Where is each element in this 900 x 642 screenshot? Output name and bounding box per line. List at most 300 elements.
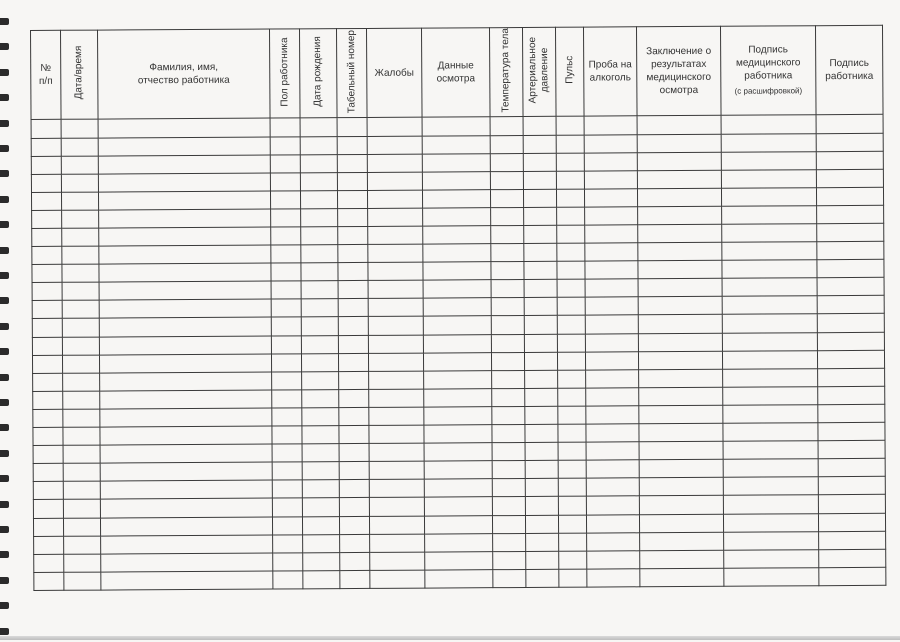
- table-cell[interactable]: [492, 425, 525, 443]
- table-cell[interactable]: [99, 245, 271, 264]
- table-cell[interactable]: [525, 461, 558, 479]
- table-cell[interactable]: [722, 332, 817, 351]
- table-cell[interactable]: [31, 138, 61, 156]
- table-cell[interactable]: [271, 335, 301, 353]
- table-cell[interactable]: [100, 480, 272, 499]
- table-cell[interactable]: [63, 481, 100, 499]
- table-cell[interactable]: [369, 443, 424, 461]
- table-cell[interactable]: [490, 171, 523, 189]
- table-cell[interactable]: [340, 552, 370, 570]
- table-cell[interactable]: [301, 335, 338, 353]
- table-cell[interactable]: [524, 334, 557, 352]
- table-cell[interactable]: [338, 208, 368, 226]
- table-cell[interactable]: [559, 533, 587, 551]
- table-cell[interactable]: [721, 115, 816, 134]
- table-cell[interactable]: [524, 243, 557, 261]
- table-cell[interactable]: [301, 227, 338, 245]
- table-cell[interactable]: [422, 190, 490, 209]
- table-cell[interactable]: [492, 406, 525, 424]
- table-cell[interactable]: [301, 245, 338, 263]
- table-cell[interactable]: [492, 461, 525, 479]
- table-cell[interactable]: [524, 261, 557, 279]
- table-cell[interactable]: [272, 462, 302, 480]
- table-cell[interactable]: [585, 315, 638, 333]
- table-cell[interactable]: [272, 372, 302, 390]
- table-cell[interactable]: [586, 514, 639, 532]
- table-cell[interactable]: [525, 424, 558, 442]
- table-cell[interactable]: [423, 244, 491, 263]
- table-cell[interactable]: [723, 387, 818, 406]
- table-cell[interactable]: [271, 245, 301, 263]
- table-cell[interactable]: [32, 265, 62, 283]
- table-cell[interactable]: [723, 513, 818, 532]
- table-cell[interactable]: [272, 408, 302, 426]
- table-cell[interactable]: [637, 134, 721, 153]
- table-cell[interactable]: [586, 424, 639, 442]
- table-cell[interactable]: [723, 441, 818, 460]
- table-cell[interactable]: [817, 278, 884, 297]
- table-cell[interactable]: [302, 480, 339, 498]
- table-cell[interactable]: [525, 370, 558, 388]
- table-cell[interactable]: [491, 262, 524, 280]
- table-cell[interactable]: [337, 136, 367, 154]
- table-cell[interactable]: [490, 135, 523, 153]
- table-cell[interactable]: [638, 297, 722, 316]
- table-cell[interactable]: [32, 246, 62, 264]
- table-cell[interactable]: [61, 120, 98, 138]
- table-cell[interactable]: [586, 496, 639, 514]
- table-cell[interactable]: [816, 133, 883, 152]
- table-cell[interactable]: [302, 498, 339, 516]
- table-cell[interactable]: [340, 534, 370, 552]
- table-cell[interactable]: [558, 478, 586, 496]
- table-cell[interactable]: [558, 515, 586, 533]
- table-cell[interactable]: [99, 209, 271, 228]
- table-cell[interactable]: [557, 207, 585, 225]
- table-cell[interactable]: [523, 189, 556, 207]
- table-cell[interactable]: [34, 572, 64, 590]
- table-cell[interactable]: [817, 314, 884, 333]
- table-cell[interactable]: [32, 210, 62, 228]
- table-cell[interactable]: [493, 551, 526, 569]
- table-cell[interactable]: [99, 299, 271, 318]
- table-cell[interactable]: [337, 190, 367, 208]
- table-cell[interactable]: [585, 225, 638, 243]
- table-cell[interactable]: [32, 301, 62, 319]
- table-cell[interactable]: [62, 337, 99, 355]
- table-cell[interactable]: [818, 513, 885, 532]
- table-cell[interactable]: [818, 440, 885, 459]
- table-cell[interactable]: [100, 372, 272, 391]
- table-cell[interactable]: [338, 281, 368, 299]
- table-cell[interactable]: [63, 427, 100, 445]
- table-cell[interactable]: [722, 296, 817, 315]
- table-cell[interactable]: [272, 498, 302, 516]
- table-cell[interactable]: [819, 567, 886, 586]
- table-cell[interactable]: [272, 390, 302, 408]
- table-cell[interactable]: [339, 444, 369, 462]
- table-cell[interactable]: [638, 279, 722, 298]
- table-cell[interactable]: [638, 242, 722, 261]
- table-cell[interactable]: [33, 464, 63, 482]
- table-cell[interactable]: [368, 244, 423, 262]
- table-cell[interactable]: [370, 570, 425, 588]
- table-cell[interactable]: [423, 352, 491, 371]
- table-cell[interactable]: [31, 192, 61, 210]
- table-cell[interactable]: [816, 115, 883, 134]
- table-cell[interactable]: [424, 515, 492, 534]
- table-cell[interactable]: [271, 317, 301, 335]
- table-cell[interactable]: [99, 336, 271, 355]
- table-cell[interactable]: [100, 390, 272, 409]
- table-cell[interactable]: [340, 570, 370, 588]
- table-cell[interactable]: [271, 281, 301, 299]
- table-cell[interactable]: [724, 531, 819, 550]
- table-cell[interactable]: [270, 154, 300, 172]
- table-cell[interactable]: [302, 408, 339, 426]
- table-cell[interactable]: [367, 136, 422, 154]
- table-cell[interactable]: [424, 497, 492, 516]
- table-cell[interactable]: [270, 136, 300, 154]
- table-cell[interactable]: [422, 153, 490, 172]
- table-cell[interactable]: [273, 571, 303, 589]
- table-cell[interactable]: [637, 170, 721, 189]
- table-cell[interactable]: [100, 408, 272, 427]
- table-cell[interactable]: [369, 479, 424, 497]
- table-cell[interactable]: [491, 244, 524, 262]
- table-cell[interactable]: [587, 532, 640, 550]
- table-cell[interactable]: [424, 370, 492, 389]
- table-cell[interactable]: [585, 279, 638, 297]
- table-cell[interactable]: [271, 263, 301, 281]
- table-cell[interactable]: [524, 316, 557, 334]
- table-cell[interactable]: [586, 442, 639, 460]
- table-cell[interactable]: [34, 536, 64, 554]
- table-cell[interactable]: [722, 206, 817, 225]
- table-cell[interactable]: [367, 118, 422, 136]
- table-cell[interactable]: [300, 172, 337, 190]
- table-cell[interactable]: [62, 300, 99, 318]
- table-cell[interactable]: [31, 120, 61, 138]
- table-cell[interactable]: [270, 173, 300, 191]
- table-cell[interactable]: [585, 351, 638, 369]
- table-cell[interactable]: [368, 353, 423, 371]
- table-cell[interactable]: [339, 407, 369, 425]
- table-cell[interactable]: [369, 461, 424, 479]
- table-cell[interactable]: [422, 135, 490, 154]
- table-cell[interactable]: [584, 171, 637, 189]
- table-cell[interactable]: [637, 152, 721, 171]
- table-cell[interactable]: [556, 117, 584, 135]
- table-cell[interactable]: [721, 151, 816, 170]
- table-cell[interactable]: [31, 174, 61, 192]
- table-cell[interactable]: [300, 118, 337, 136]
- table-cell[interactable]: [525, 497, 558, 515]
- table-cell[interactable]: [271, 354, 301, 372]
- table-cell[interactable]: [33, 445, 63, 463]
- table-cell[interactable]: [338, 353, 368, 371]
- table-cell[interactable]: [423, 316, 491, 335]
- table-cell[interactable]: [818, 459, 885, 478]
- table-cell[interactable]: [818, 477, 885, 496]
- table-cell[interactable]: [492, 497, 525, 515]
- table-cell[interactable]: [370, 552, 425, 570]
- table-cell[interactable]: [33, 518, 63, 536]
- table-cell[interactable]: [722, 350, 817, 369]
- table-cell[interactable]: [271, 299, 301, 317]
- table-cell[interactable]: [723, 368, 818, 387]
- table-cell[interactable]: [587, 569, 640, 587]
- table-cell[interactable]: [34, 554, 64, 572]
- table-cell[interactable]: [724, 567, 819, 586]
- table-cell[interactable]: [370, 534, 425, 552]
- table-cell[interactable]: [557, 352, 585, 370]
- table-cell[interactable]: [425, 569, 493, 588]
- table-cell[interactable]: [722, 260, 817, 279]
- table-cell[interactable]: [491, 298, 524, 316]
- table-cell[interactable]: [368, 208, 423, 226]
- table-cell[interactable]: [368, 280, 423, 298]
- table-cell[interactable]: [638, 206, 722, 225]
- table-cell[interactable]: [369, 371, 424, 389]
- table-cell[interactable]: [64, 572, 101, 590]
- table-cell[interactable]: [425, 533, 493, 552]
- table-cell[interactable]: [272, 480, 302, 498]
- table-cell[interactable]: [337, 118, 367, 136]
- table-cell[interactable]: [490, 153, 523, 171]
- table-cell[interactable]: [722, 242, 817, 261]
- table-cell[interactable]: [559, 551, 587, 569]
- table-cell[interactable]: [585, 297, 638, 315]
- table-cell[interactable]: [586, 478, 639, 496]
- table-cell[interactable]: [98, 155, 270, 174]
- table-cell[interactable]: [338, 299, 368, 317]
- table-cell[interactable]: [63, 409, 100, 427]
- table-cell[interactable]: [270, 118, 300, 136]
- table-cell[interactable]: [556, 189, 584, 207]
- table-cell[interactable]: [271, 209, 301, 227]
- table-cell[interactable]: [638, 224, 722, 243]
- table-cell[interactable]: [491, 352, 524, 370]
- table-cell[interactable]: [31, 156, 61, 174]
- table-cell[interactable]: [273, 534, 303, 552]
- table-cell[interactable]: [723, 405, 818, 424]
- table-cell[interactable]: [639, 496, 723, 515]
- table-cell[interactable]: [338, 226, 368, 244]
- table-cell[interactable]: [338, 317, 368, 335]
- table-cell[interactable]: [817, 296, 884, 315]
- table-cell[interactable]: [639, 423, 723, 442]
- table-cell[interactable]: [523, 171, 556, 189]
- table-cell[interactable]: [300, 136, 337, 154]
- table-cell[interactable]: [100, 462, 272, 481]
- table-cell[interactable]: [524, 225, 557, 243]
- table-cell[interactable]: [817, 223, 884, 242]
- table-cell[interactable]: [339, 389, 369, 407]
- table-cell[interactable]: [423, 208, 491, 227]
- table-cell[interactable]: [721, 133, 816, 152]
- table-cell[interactable]: [367, 154, 422, 172]
- table-cell[interactable]: [584, 189, 637, 207]
- table-cell[interactable]: [368, 226, 423, 244]
- table-cell[interactable]: [558, 406, 586, 424]
- table-cell[interactable]: [638, 260, 722, 279]
- table-cell[interactable]: [368, 262, 423, 280]
- table-cell[interactable]: [722, 224, 817, 243]
- table-cell[interactable]: [369, 516, 424, 534]
- table-cell[interactable]: [271, 227, 301, 245]
- table-cell[interactable]: [101, 571, 273, 590]
- table-cell[interactable]: [638, 351, 722, 370]
- table-cell[interactable]: [99, 354, 271, 373]
- table-cell[interactable]: [100, 517, 272, 536]
- table-cell[interactable]: [301, 281, 338, 299]
- table-cell[interactable]: [302, 462, 339, 480]
- table-cell[interactable]: [99, 263, 271, 282]
- table-cell[interactable]: [491, 334, 524, 352]
- table-cell[interactable]: [424, 407, 492, 426]
- table-cell[interactable]: [99, 318, 271, 337]
- table-cell[interactable]: [556, 135, 584, 153]
- table-cell[interactable]: [492, 388, 525, 406]
- table-cell[interactable]: [818, 422, 885, 441]
- table-cell[interactable]: [303, 570, 340, 588]
- table-cell[interactable]: [818, 368, 885, 387]
- table-cell[interactable]: [639, 460, 723, 479]
- table-cell[interactable]: [818, 386, 885, 405]
- table-cell[interactable]: [493, 533, 526, 551]
- table-cell[interactable]: [300, 190, 337, 208]
- table-cell[interactable]: [339, 498, 369, 516]
- table-cell[interactable]: [492, 443, 525, 461]
- table-cell[interactable]: [99, 227, 271, 246]
- table-cell[interactable]: [303, 552, 340, 570]
- table-cell[interactable]: [424, 479, 492, 498]
- table-cell[interactable]: [63, 373, 100, 391]
- table-cell[interactable]: [424, 461, 492, 480]
- table-cell[interactable]: [369, 498, 424, 516]
- table-cell[interactable]: [424, 443, 492, 462]
- table-cell[interactable]: [62, 246, 99, 264]
- table-cell[interactable]: [723, 495, 818, 514]
- table-cell[interactable]: [270, 191, 300, 209]
- table-cell[interactable]: [558, 388, 586, 406]
- table-cell[interactable]: [525, 388, 558, 406]
- table-cell[interactable]: [639, 514, 723, 533]
- table-cell[interactable]: [639, 369, 723, 388]
- table-cell[interactable]: [557, 261, 585, 279]
- table-cell[interactable]: [337, 172, 367, 190]
- table-cell[interactable]: [98, 173, 270, 192]
- table-cell[interactable]: [585, 207, 638, 225]
- table-cell[interactable]: [640, 568, 724, 587]
- table-cell[interactable]: [816, 151, 883, 170]
- table-cell[interactable]: [526, 569, 559, 587]
- table-cell[interactable]: [32, 319, 62, 337]
- table-cell[interactable]: [584, 134, 637, 152]
- table-cell[interactable]: [523, 153, 556, 171]
- table-cell[interactable]: [819, 549, 886, 568]
- table-cell[interactable]: [587, 550, 640, 568]
- table-cell[interactable]: [62, 210, 99, 228]
- table-cell[interactable]: [98, 191, 270, 210]
- table-cell[interactable]: [32, 337, 62, 355]
- table-cell[interactable]: [33, 482, 63, 500]
- table-cell[interactable]: [640, 532, 724, 551]
- table-cell[interactable]: [817, 332, 884, 351]
- table-cell[interactable]: [338, 263, 368, 281]
- table-cell[interactable]: [32, 355, 62, 373]
- table-cell[interactable]: [272, 516, 302, 534]
- table-cell[interactable]: [557, 316, 585, 334]
- table-cell[interactable]: [492, 515, 525, 533]
- table-cell[interactable]: [491, 207, 524, 225]
- table-cell[interactable]: [369, 425, 424, 443]
- table-cell[interactable]: [368, 298, 423, 316]
- table-cell[interactable]: [816, 169, 883, 188]
- table-cell[interactable]: [423, 298, 491, 317]
- table-cell[interactable]: [723, 423, 818, 442]
- table-cell[interactable]: [558, 497, 586, 515]
- table-cell[interactable]: [301, 317, 338, 335]
- table-cell[interactable]: [100, 444, 272, 463]
- table-cell[interactable]: [817, 205, 884, 224]
- table-cell[interactable]: [638, 333, 722, 352]
- table-cell[interactable]: [556, 171, 584, 189]
- table-cell[interactable]: [32, 228, 62, 246]
- table-cell[interactable]: [491, 226, 524, 244]
- table-cell[interactable]: [585, 261, 638, 279]
- table-cell[interactable]: [724, 549, 819, 568]
- table-cell[interactable]: [557, 334, 585, 352]
- table-cell[interactable]: [585, 243, 638, 261]
- table-cell[interactable]: [101, 535, 273, 554]
- table-cell[interactable]: [422, 117, 490, 136]
- table-cell[interactable]: [585, 333, 638, 351]
- table-cell[interactable]: [100, 426, 272, 445]
- table-cell[interactable]: [586, 460, 639, 478]
- table-cell[interactable]: [423, 334, 491, 353]
- table-cell[interactable]: [99, 281, 271, 300]
- table-cell[interactable]: [556, 153, 584, 171]
- table-cell[interactable]: [526, 551, 559, 569]
- table-cell[interactable]: [62, 228, 99, 246]
- table-cell[interactable]: [369, 389, 424, 407]
- table-cell[interactable]: [303, 534, 340, 552]
- table-cell[interactable]: [272, 444, 302, 462]
- table-cell[interactable]: [491, 280, 524, 298]
- table-cell[interactable]: [273, 553, 303, 571]
- table-cell[interactable]: [584, 152, 637, 170]
- table-cell[interactable]: [33, 500, 63, 518]
- table-cell[interactable]: [557, 279, 585, 297]
- table-cell[interactable]: [637, 188, 721, 207]
- table-cell[interactable]: [557, 298, 585, 316]
- table-cell[interactable]: [637, 116, 721, 135]
- table-cell[interactable]: [367, 190, 422, 208]
- table-cell[interactable]: [100, 498, 272, 517]
- table-cell[interactable]: [33, 427, 63, 445]
- table-cell[interactable]: [490, 117, 523, 135]
- table-cell[interactable]: [493, 569, 526, 587]
- table-cell[interactable]: [63, 391, 100, 409]
- table-cell[interactable]: [64, 554, 101, 572]
- table-cell[interactable]: [62, 355, 99, 373]
- table-cell[interactable]: [302, 444, 339, 462]
- table-cell[interactable]: [723, 459, 818, 478]
- table-cell[interactable]: [369, 407, 424, 425]
- table-cell[interactable]: [525, 442, 558, 460]
